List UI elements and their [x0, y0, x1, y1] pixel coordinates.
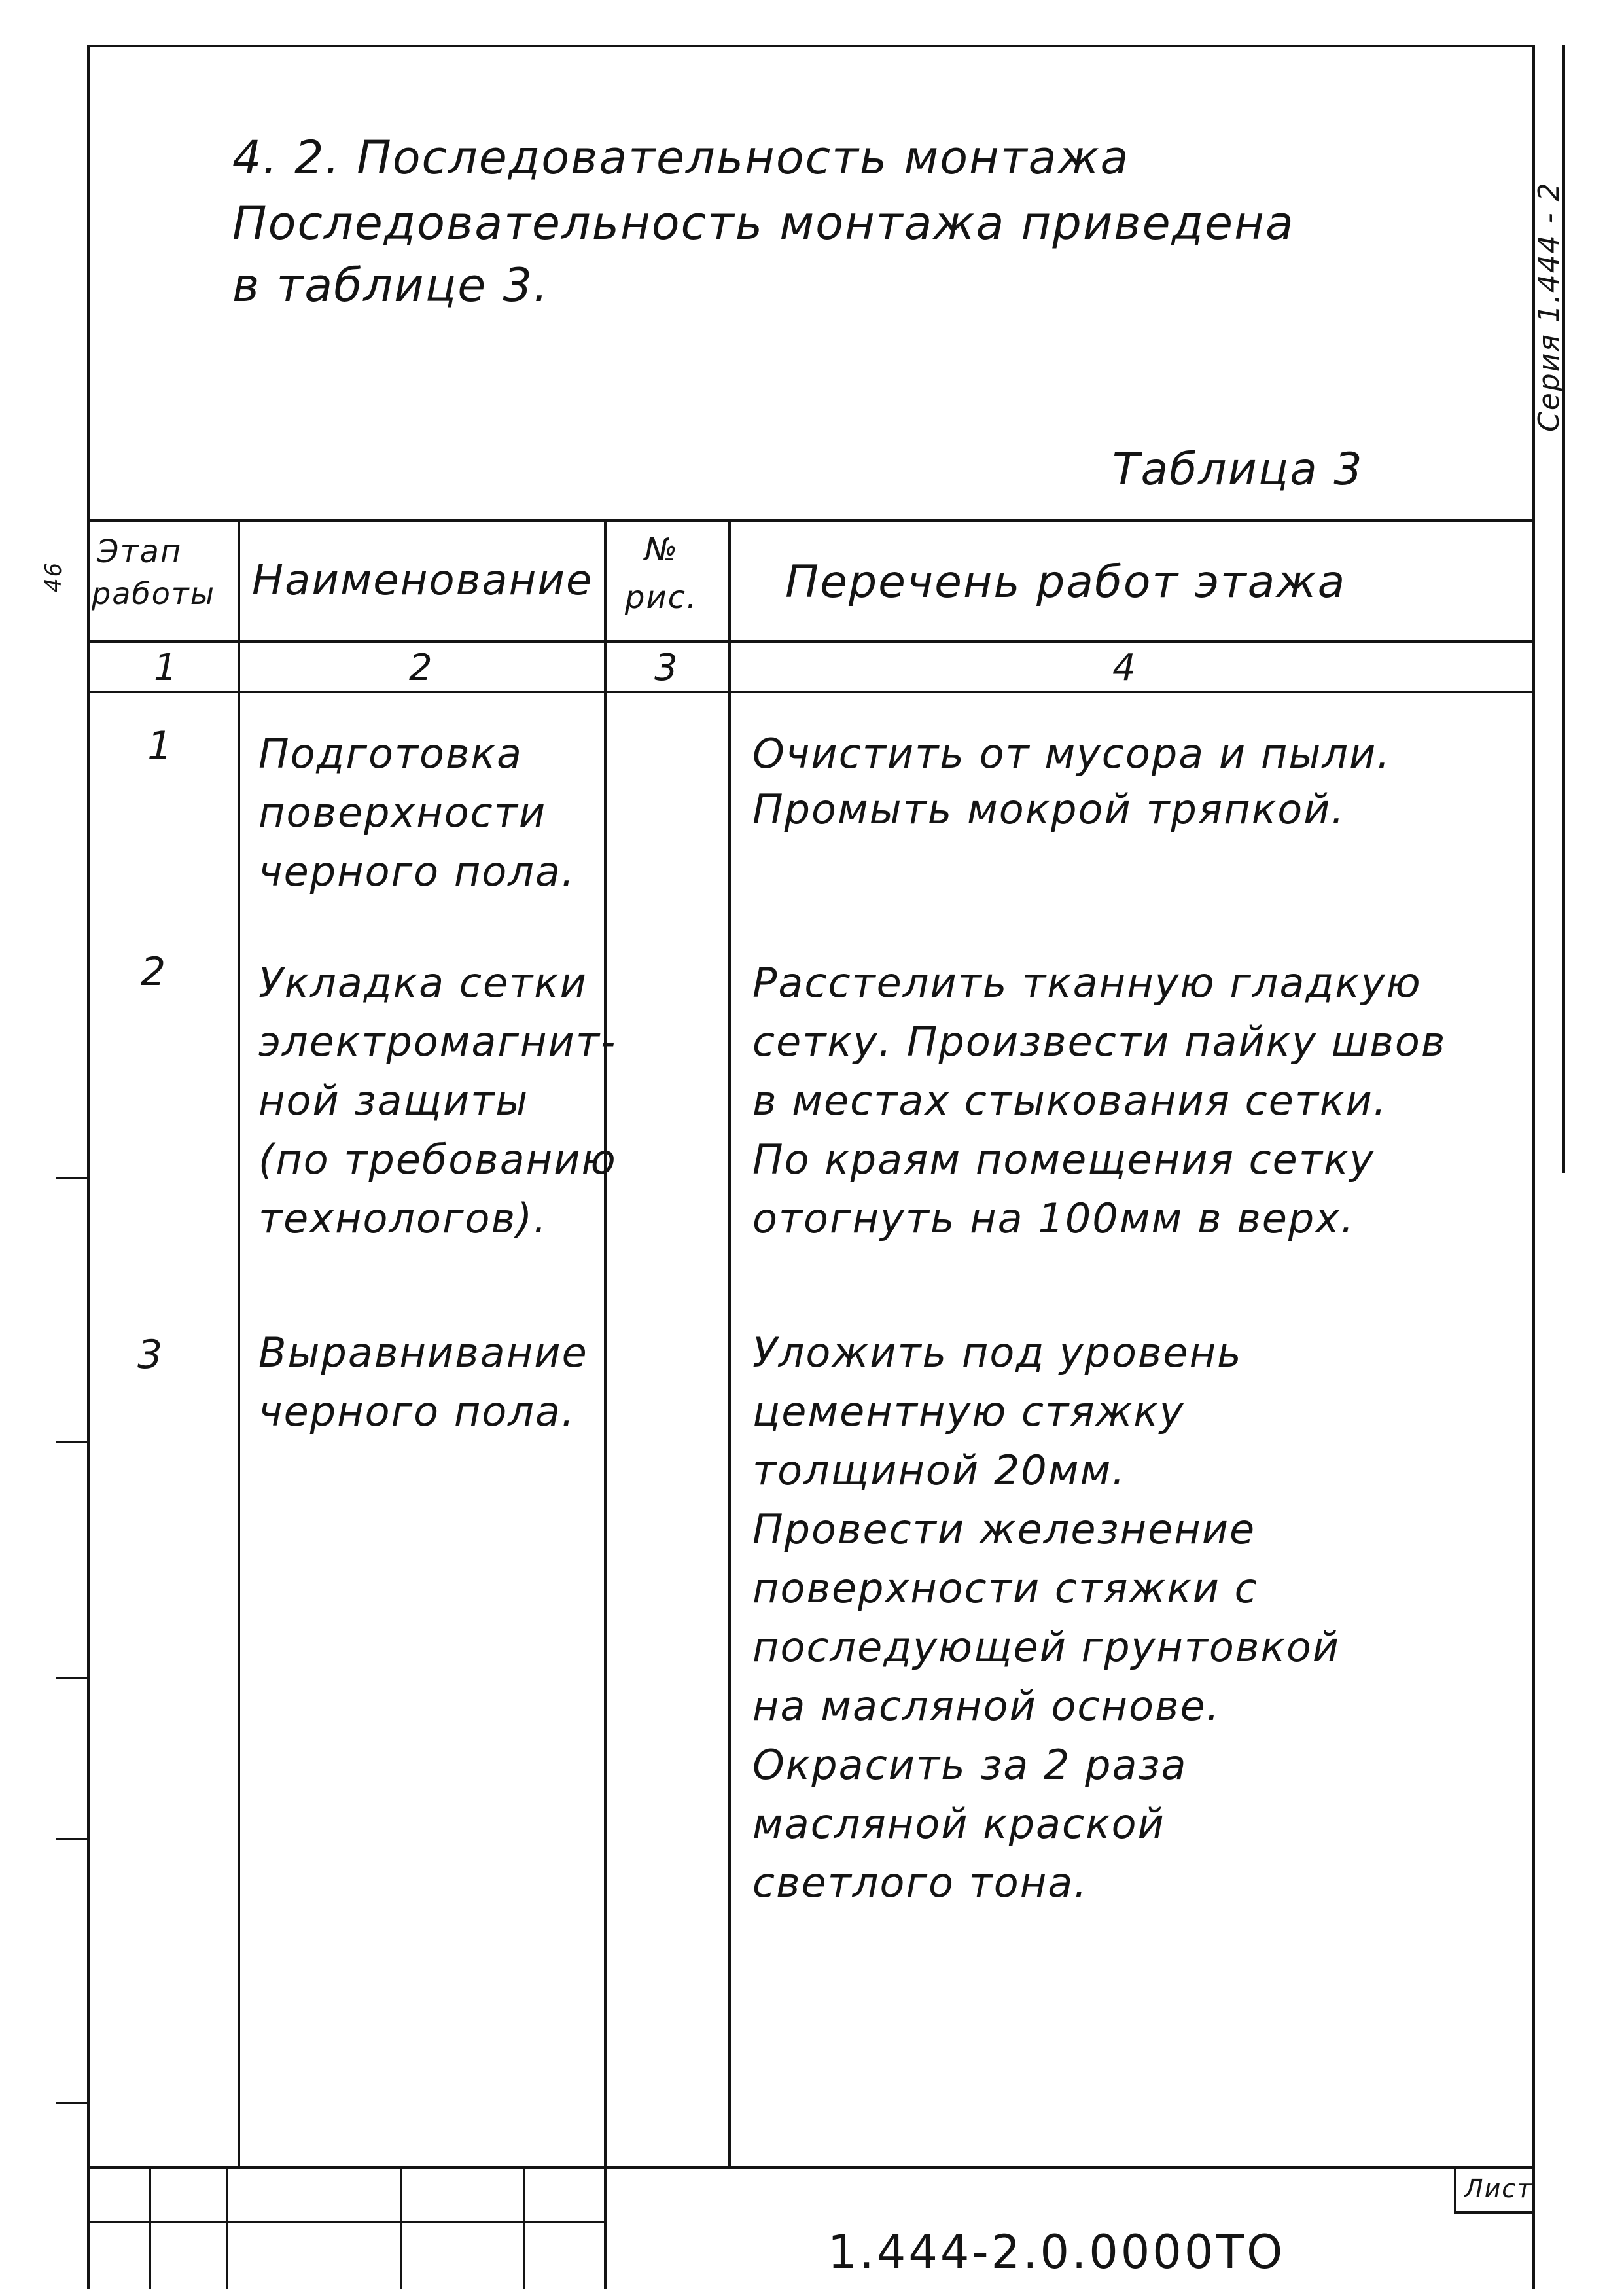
intro-line-1: Последовательность монтажа приведена: [232, 196, 1295, 250]
margin-tick: [56, 2102, 87, 2104]
row3-work-line: светлого тона.: [752, 1859, 1088, 1907]
row3-stage: 3: [137, 1332, 164, 1378]
margin-tick: [56, 1177, 87, 1179]
row2-work-line: Расстелить тканную гладкую: [752, 959, 1422, 1007]
row3-work-line: на масляной основе.: [752, 1682, 1221, 1730]
row2-name-line: (по требованию: [258, 1136, 617, 1183]
table-top-line: [87, 519, 1535, 522]
row3-name-line: Выравнивание: [258, 1329, 588, 1376]
frame-top-border: [87, 45, 1532, 47]
header-fig-line1: №: [644, 531, 679, 568]
row3-work-line: Провести железнение: [752, 1505, 1256, 1553]
stamp-cell-divider: [226, 2166, 228, 2289]
row2-name-line: электромагнит-: [258, 1018, 617, 1066]
stamp-row-line: [87, 2221, 604, 2223]
margin-tick: [56, 1677, 87, 1679]
table-caption: Таблица 3: [1112, 444, 1364, 495]
stamp-cell-divider: [523, 2166, 525, 2289]
row1-name-line: Подготовка: [258, 730, 523, 778]
col-divider-2: [604, 519, 607, 2289]
frame-left-border: [87, 45, 90, 2289]
series-side-text: Серия 1.444 - 2: [1532, 181, 1566, 432]
header-bottom-line: [87, 640, 1535, 643]
column-number-2: 2: [409, 647, 434, 689]
row2-stage: 2: [141, 949, 168, 995]
stamp-cell-divider: [400, 2166, 402, 2289]
header-stage-line2: работы: [92, 576, 216, 611]
column-number-line: [87, 691, 1535, 693]
row2-name-line: Укладка сетки: [258, 959, 588, 1007]
row3-work-line: цементную стяжку: [752, 1388, 1185, 1435]
header-stage-line1: Этап: [97, 533, 183, 570]
column-number-3: 3: [654, 647, 679, 689]
margin-page-number: 46: [41, 561, 67, 592]
column-number-1: 1: [154, 647, 179, 689]
row2-name-line: технологов).: [258, 1194, 548, 1242]
col-divider-3: [728, 519, 731, 2166]
stamp-cell-divider: [149, 2166, 151, 2289]
row1-work-line: Промыть мокрой тряпкой.: [752, 785, 1346, 833]
row3-work-line: толщиной 20мм.: [752, 1446, 1126, 1494]
sheet-label: Лист: [1464, 2174, 1533, 2203]
row3-work-line: Окрасить за 2 раза: [752, 1741, 1188, 1789]
row2-work-line: в местах стыкования сетки.: [752, 1077, 1388, 1124]
row1-stage: 1: [147, 723, 174, 769]
row1-work-line: Очистить от мусора и пыли.: [752, 730, 1392, 778]
row3-work-line: последующей грунтовкой: [752, 1623, 1341, 1671]
section-heading: 4. 2. Последовательность монтажа: [232, 131, 1130, 185]
header-name: Наименование: [252, 556, 593, 605]
header-works: Перечень работ этажа: [785, 556, 1347, 608]
margin-tick: [56, 1441, 87, 1443]
margin-tick: [56, 1838, 87, 1840]
document-code: 1.444-2.0.0000ТО: [828, 2225, 1286, 2279]
row2-name-line: ной защиты: [258, 1077, 529, 1124]
row2-work-line: По краям помещения сетку: [752, 1136, 1375, 1183]
row2-work-line: отогнуть на 100мм в верх.: [752, 1194, 1355, 1242]
header-fig-line2: рис.: [625, 579, 698, 616]
row1-name-line: черного пола.: [258, 848, 576, 895]
row3-work-line: Уложить под уровень: [752, 1329, 1243, 1376]
row3-name-line: черного пола.: [258, 1388, 576, 1435]
row3-work-line: масляной краской: [752, 1800, 1165, 1848]
row3-work-line: поверхности стяжки с: [752, 1564, 1258, 1612]
table-bottom-line: [87, 2166, 1535, 2169]
col-divider-1: [238, 519, 240, 2166]
intro-line-2: в таблице 3.: [232, 259, 550, 312]
column-number-4: 4: [1112, 647, 1137, 689]
row1-name-line: поверхности: [258, 789, 547, 836]
row2-work-line: сетку. Произвести пайку швов: [752, 1018, 1447, 1066]
